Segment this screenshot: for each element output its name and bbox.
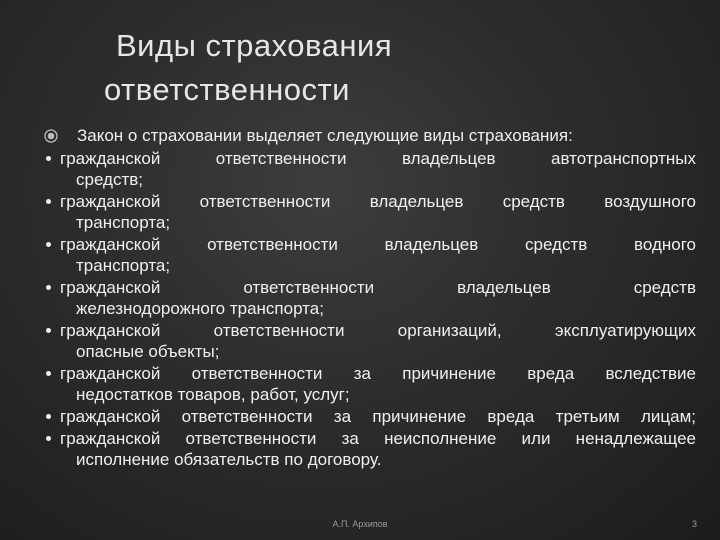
circle-target-icon	[44, 129, 58, 143]
list-item	[44, 363, 696, 405]
list-item-text: гражданской ответственности за причинение вреда вследствие	[60, 364, 696, 383]
list-item-continuation: железнодорожного транспорта;	[76, 299, 324, 318]
slide-title	[104, 24, 624, 112]
list-item-continuation: недостатков товаров, работ, услуг;	[76, 385, 350, 404]
list-item	[44, 277, 696, 319]
list-item	[44, 191, 696, 233]
intro-paragraph	[44, 124, 696, 148]
list-item-text: гражданской ответственности владельцев средств	[60, 278, 696, 297]
list-item	[44, 320, 696, 362]
intro-text: Закон о страховании выделяет следующие виды страхования:	[77, 126, 573, 145]
dot-bullet-icon	[46, 414, 51, 419]
list-item-text: гражданской ответственности владельцев автотранспортных	[60, 149, 696, 168]
list-item-continuation: средств;	[76, 170, 143, 189]
dot-bullet-icon	[46, 436, 51, 441]
title-line-2: ответственности	[104, 72, 350, 107]
dot-bullet-icon	[46, 242, 51, 247]
list-item-text: гражданской ответственности организаций, эксплуатирующих	[60, 321, 696, 340]
dot-bullet-icon	[46, 285, 51, 290]
list-item-text: гражданской ответственности за причинение вреда третьим лицам;	[60, 407, 696, 426]
page-number: 3	[692, 519, 698, 529]
dot-bullet-icon	[46, 199, 51, 204]
list-item	[44, 428, 696, 470]
list-item-text: гражданской ответственности владельцев средств воздушного	[60, 192, 696, 211]
slide-body	[44, 124, 696, 471]
title-line-1: Виды страхования	[116, 28, 393, 63]
list-item-continuation: транспорта;	[76, 256, 171, 275]
list-item-continuation: исполнение обязательств по договору.	[76, 450, 382, 469]
list-item-text: гражданской ответственности за неисполнение или ненадлежащее	[60, 429, 696, 448]
list-item	[44, 148, 696, 190]
dot-bullet-icon	[46, 371, 51, 376]
footer-author: А.П. Архипов	[332, 519, 388, 529]
list-item	[44, 234, 696, 276]
list-item-continuation: опасные объекты;	[76, 342, 220, 361]
dot-bullet-icon	[46, 328, 51, 333]
list-item-text: гражданской ответственности владельцев средств водного	[60, 235, 696, 254]
list-item-continuation: транспорта;	[76, 213, 171, 232]
list-item	[44, 406, 696, 427]
dot-bullet-icon	[46, 156, 51, 161]
